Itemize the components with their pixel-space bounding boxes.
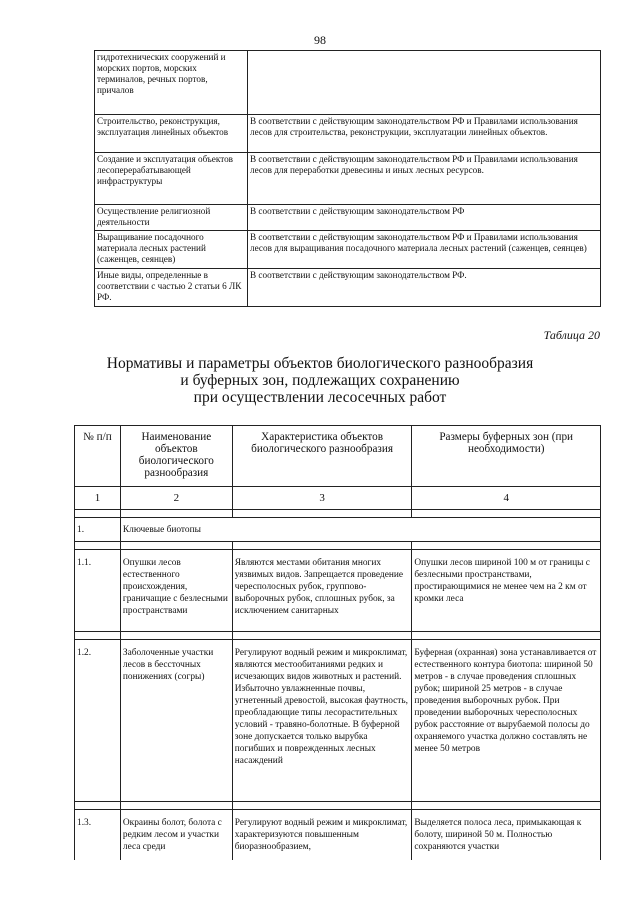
column-number: 2 [120,487,232,510]
section-name: Ключевые биотопы [120,518,600,542]
table-title [0,355,640,406]
header-buffer: Размеры буферных зон (при необходимости) [412,426,601,487]
row-characteristic: Являются местами обитания многих уязвимых видов. Запрещается проведение чересполосных рубок, группово-выборочных рубок, сплошных рубок, за исключением санитарных [232,550,412,632]
table-row [95,51,601,115]
section-row [75,518,601,542]
row-num: 1.1. [75,550,121,632]
note-cell: В соответствии с действующим законодательством РФ и Правилами использования лесов для строительства, реконструкции, эксплуатации линейных объектов. [248,115,601,153]
note-cell: В соответствии с действующим законодательством РФ и Правилами использования лесов для выращивания посадочного материала лесных растений (саженцев, сеянцев) [248,231,601,269]
title-line: при осуществлении лесосечных работ [193,389,447,406]
spacer-row [75,542,601,550]
title-line: Нормативы и параметры объектов биологического разнообразия [106,355,534,372]
table-row [95,231,601,269]
row-num: 1.2. [75,640,121,802]
activity-cell: Выращивание посадочного материала лесных растений (саженцев, сеянцев) [95,231,248,269]
header-num: № п/п [75,426,121,487]
row-buffer: Опушки лесов шириной 100 м от границы с безлесными пространствами, простирающимися не менее чем на 2 км от кромки леса [412,550,601,632]
table-row [75,550,601,632]
note-cell: В соответствии с действующим законодательством РФ [248,205,601,231]
table-caption: Таблица 20 [543,328,600,342]
table-row [95,269,601,307]
header-characteristic: Характеристика объектов биологического разнообразия [232,426,412,487]
spacer-row [75,510,601,518]
biodiversity-table [74,425,601,860]
row-buffer: Выделяется полоса леса, примыкающая к болоту, шириной 50 м. Полностью сохраняются участки [412,810,601,860]
table-row [75,640,601,802]
column-number: 1 [75,487,121,510]
section-num: 1. [75,518,121,542]
spacer-row [75,802,601,810]
activity-cell: гидротехнических сооружений и морских портов, морских терминалов, речных портов, причалов [95,51,248,115]
row-buffer: Буферная (охранная) зона устанавливается от естественного контура биотопа: шириной 50 метров - в случае проведения сплошных рубок; шириной 25 метров - в случае проведения выборочных рубок. При проведении выборочных чересполосных рубок расстояние от вырубаемой полосы до охраняемого участка должно составлять не менее 50 метров [412,640,601,802]
note-cell: В соответствии с действующим законодательством РФ и Правилами использования лесов для переработки древесины и иных лесных ресурсов. [248,153,601,205]
activity-cell: Иные виды, определенные в соответствии с частью 2 статьи 6 ЛК РФ. [95,269,248,307]
table-row [95,115,601,153]
land-use-table [94,50,601,307]
activity-cell: Создание и эксплуатация объектов лесоперерабатывающей инфраструктуры [95,153,248,205]
page-number: 98 [314,33,326,47]
title-line: и буферных зон, подлежащих сохранению [180,372,460,389]
row-name: Заболоченные участки лесов в бессточных понижениях (согры) [120,640,232,802]
column-number: 4 [412,487,601,510]
table-row [95,153,601,205]
row-num: 1.3. [75,810,121,860]
header-name: Наименование объектов биологического разнообразия [120,426,232,487]
row-name: Опушки лесов естественного происхождения, граничащие с безлесными пространствами [120,550,232,632]
activity-cell: Осуществление религиозной деятельности [95,205,248,231]
table-row [75,810,601,860]
table-row [95,205,601,231]
note-cell [248,51,601,115]
row-characteristic: Регулируют водный режим и микроклимат, являются местообитаниями редких и исчезающих видов животных и растений. Избыточно увлажненные почвы, угнетенный древостой, высокая фаутность, преобладающие типы лесорастительных условий - травяно-болотные. В буферной зоне допускается только вырубка погибших и поврежденных лесных насаждений [232,640,412,802]
column-number: 3 [232,487,412,510]
note-cell: В соответствии с действующим законодательством РФ. [248,269,601,307]
row-name: Окраины болот, болота с редким лесом и участки леса среди [120,810,232,860]
header-row [75,426,601,487]
spacer-row [75,632,601,640]
activity-cell: Строительство, реконструкция, эксплуатация линейных объектов [95,115,248,153]
column-number-row [75,487,601,510]
row-characteristic: Регулируют водный режим и микроклимат, характеризуются повышенным биоразнообразием, [232,810,412,860]
